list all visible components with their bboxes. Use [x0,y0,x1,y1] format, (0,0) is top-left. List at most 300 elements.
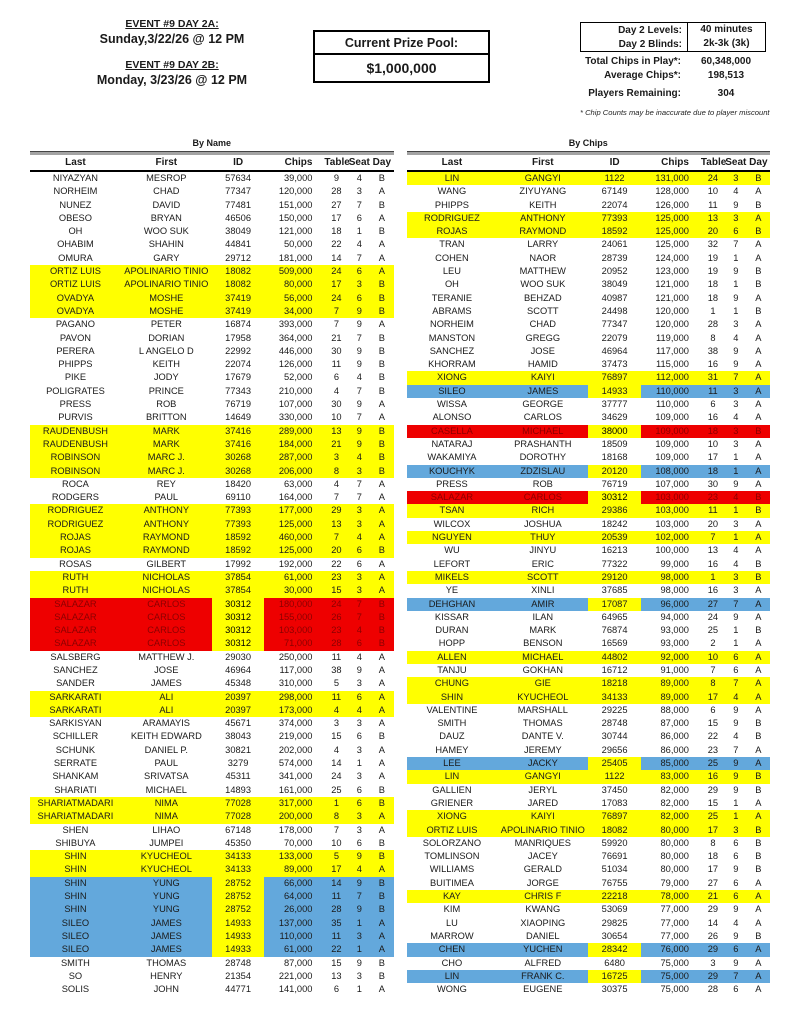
cell-first: MESROP [146,173,187,183]
cell-table: 21 [324,438,348,451]
player-row [30,465,394,478]
by-chips-table [407,155,771,996]
cell-table: 18 [701,425,725,438]
cell-first: BEHZAD [523,292,562,303]
cell-first: THOMAS [146,957,187,968]
cell-seat: 4 [348,863,370,876]
cell-id: 76719 [601,478,628,489]
cell-table: 14 [331,758,342,769]
cell-id: 29030 [225,651,252,662]
cell-first: BRYAN [150,212,182,223]
cell-seat: 3 [733,438,739,449]
cell-chips: 180,000 [264,598,324,611]
cell-first: GIE [497,677,588,690]
cell-day: B [755,279,762,290]
cell-chips: 374,000 [278,718,313,729]
player-row [30,265,394,278]
cell-last: VALENTINE [426,704,478,715]
cell-day: A [378,758,385,769]
cell-day: B [755,199,762,210]
player-row [407,598,771,611]
cell-first: WOO SUK [143,226,189,237]
column-header-id: ID [212,155,265,171]
cell-table: 18 [707,292,719,303]
cell-day: B [378,199,385,210]
cell-id: 76897 [588,810,641,823]
cell-last: SHIN [407,691,498,704]
player-row [407,770,771,783]
header-row [407,155,771,171]
cell-id: 34133 [212,850,265,863]
cell-first: RAYMOND [121,531,212,544]
cell-seat: 1 [725,465,747,478]
cell-id: 44771 [225,984,252,995]
cell-last: RODRIGUEZ [30,518,121,531]
cell-id: 14933 [588,385,641,398]
cell-first: JAMES [150,678,182,689]
cell-chips: 75,000 [660,984,689,995]
player-row [30,385,394,398]
cell-day: B [755,851,762,862]
cell-seat: 1 [356,758,362,769]
cell-first: MARK [121,425,212,438]
player-row [30,185,394,198]
cell-id: 46964 [601,345,628,356]
cell-day: B [378,226,385,237]
avg-chips-label: Average Chips*: [604,69,681,81]
cell-chips: 80,000 [264,278,324,291]
player-row [407,691,771,704]
cell-id: 20397 [212,691,265,704]
cell-chips: 112,000 [641,371,701,384]
cell-day: A [755,239,762,250]
cell-table: 17 [324,863,348,876]
cell-id: 16712 [601,664,628,675]
cell-seat: 4 [725,491,747,504]
cell-last: WU [444,545,460,556]
cell-id: 67148 [225,824,252,835]
cell-last: ROBINSON [30,451,121,464]
cell-chips: 121,000 [655,279,689,290]
cell-table: 11 [324,930,348,943]
cell-first: FRANK C. [497,970,588,983]
cell-last: ROJAS [30,544,121,557]
cell-id: 22079 [601,332,628,343]
cell-last: NGUYEN [407,531,498,544]
cell-last: PRESS [436,478,468,489]
cell-id: 18242 [601,518,628,529]
cell-first: ANTHONY [497,212,588,225]
cell-seat: 6 [725,890,747,903]
cell-id: 16725 [588,970,641,983]
cell-first: CARLOS [121,598,212,611]
player-row [30,305,394,318]
cell-table: 6 [333,984,339,995]
cell-day: A [755,319,762,330]
player-row [407,171,771,185]
cell-first: ROB [156,399,177,410]
cell-chips: 121,000 [655,292,689,303]
cell-id: 67149 [601,186,628,197]
cell-seat: 6 [725,943,747,956]
cell-first: DORIAN [148,332,185,343]
cell-chips: 52,000 [283,372,313,383]
cell-seat: 7 [725,598,747,611]
cell-day: A [755,518,762,529]
cell-table: 16 [707,412,719,423]
cell-table: 28 [707,319,719,330]
player-row [407,265,771,278]
cell-seat: 9 [348,438,370,451]
cell-table: 17 [701,824,725,837]
cell-id: 34133 [588,691,641,704]
cell-id: 37416 [212,425,265,438]
cell-table: 2 [710,638,716,649]
cell-day: A [378,212,385,223]
cell-seat: 3 [725,425,747,438]
column-header-chips: Chips [641,155,701,171]
event-2b-date: Monday, 3/23/26 @ 12 PM [96,73,248,87]
cell-table: 18 [707,851,719,862]
cell-chips: 206,000 [264,465,324,478]
cell-first: MICHAEL [497,651,588,664]
cell-id: 18082 [588,824,641,837]
cell-last: RAUDENBUSH [30,425,121,438]
cell-table: 3 [333,718,339,729]
cell-chips: 63,000 [283,478,313,489]
cell-day: A [378,399,385,410]
cell-table: 27 [331,199,342,210]
cell-seat: 1 [725,531,747,544]
cell-id: 37419 [212,305,265,318]
player-row [407,637,771,650]
cell-seat: 7 [348,611,370,624]
cell-seat: 7 [356,385,362,396]
cell-table: 24 [331,771,342,782]
blinds-value: 2k-3k (3k) [687,37,765,51]
cell-day: B [370,451,393,464]
cell-first: SHAHIN [148,239,184,250]
cell-day: B [370,877,393,890]
cell-seat: 3 [356,771,362,782]
cell-chips: 364,000 [278,332,313,343]
cell-first: ROB [532,478,553,489]
player-row [407,185,771,198]
cell-last: SANCHEZ [53,664,98,675]
cell-chips: 89,000 [641,691,701,704]
cell-id: 28748 [601,718,628,729]
cell-id: 38043 [225,731,252,742]
cell-chips: 87,000 [660,718,689,729]
cell-id: 77028 [212,810,265,823]
cell-last: SHARIATI [54,784,97,795]
cell-day: A [370,917,393,930]
cell-day: B [370,890,393,903]
cell-table: 1 [710,305,716,316]
cell-last: PIKE [64,372,87,383]
cell-last: WISSA [436,399,467,410]
cell-table: 27 [701,598,725,611]
player-row [30,425,394,438]
cell-table: 15 [707,718,719,729]
cell-seat: 6 [733,851,739,862]
cell-seat: 3 [733,585,739,596]
cell-last: YE [445,585,459,596]
cell-id: 14933 [212,917,265,930]
player-row [30,664,394,677]
cell-id: 38049 [225,226,252,237]
player-row [30,837,394,850]
cell-table: 13 [701,212,725,225]
column-header-last: Last [407,155,498,171]
cell-day: A [378,252,385,263]
cell-first: WOO SUK [520,279,566,290]
cell-chips: 460,000 [264,531,324,544]
cell-id: 38000 [588,425,641,438]
cell-seat: 3 [356,718,362,729]
cell-last: RUTH [30,584,121,597]
cell-chips: 77,000 [660,904,689,915]
cell-chips: 173,000 [264,704,324,717]
cell-id: 22992 [225,345,252,356]
cell-table: 23 [707,744,719,755]
cell-day: A [755,585,762,596]
cell-chips: 64,000 [264,890,324,903]
levels-value: 40 minutes [687,23,765,37]
cell-first: KEITH EDWARD [130,731,202,742]
cell-chips: 125,000 [655,239,689,250]
cell-first: YUNG [121,890,212,903]
cell-chips: 250,000 [278,651,313,662]
cell-table: 15 [707,797,719,808]
cell-chips: 287,000 [264,451,324,464]
cell-id: 57634 [225,173,252,183]
cell-first: DANIEL [526,930,560,941]
cell-last: LEE [407,757,498,770]
player-row [30,611,394,624]
cell-seat: 7 [348,598,370,611]
cell-day: A [747,691,770,704]
cell-first: PAUL [154,758,179,769]
cell-table: 5 [333,678,339,689]
cell-first: ANTHONY [121,504,212,517]
cell-id: 22218 [588,890,641,903]
player-row [30,438,394,451]
cell-table: 6 [710,704,716,715]
cell-day: A [370,943,393,956]
cell-last: CHO [441,957,463,968]
cell-seat: 7 [725,371,747,384]
cell-last: LEU [442,266,461,277]
cell-seat: 1 [733,252,739,263]
cell-table: 8 [710,837,716,848]
cell-day: B [378,372,385,383]
cell-table: 14 [324,877,348,890]
cell-day: B [370,797,393,810]
cell-chips: 161,000 [278,784,313,795]
player-row [407,903,771,916]
player-row [30,558,394,571]
cell-table: 26 [324,611,348,624]
cell-last: SHARIATMADARI [30,797,121,810]
by-name-title: By Name [192,138,232,148]
cell-day: A [755,984,762,995]
cell-first: MATTHEW [519,266,566,277]
player-row [407,784,771,797]
cell-seat: 9 [733,359,739,370]
cell-table: 38 [707,345,719,356]
cell-first: BENSON [523,638,563,649]
cell-seat: 3 [348,504,370,517]
player-row [30,518,394,531]
cell-table: 30 [331,345,342,356]
prize-pool-label: Current Prize Pool: [315,32,488,55]
cell-last: SANDER [56,678,95,689]
cell-last: SOLORZANO [422,837,482,848]
player-row [30,358,394,371]
cell-last: TANJU [437,664,467,675]
cell-seat: 7 [348,890,370,903]
cell-first: DAVID [152,199,181,210]
cell-seat: 6 [348,265,370,278]
cell-first: JAMES [121,917,212,930]
cell-id: 17958 [225,332,252,343]
cell-day: B [378,385,385,396]
cell-day: B [747,491,770,504]
cell-day: A [755,744,762,755]
player-row [30,651,394,664]
cell-table: 18 [707,279,719,290]
cell-first: MOSHE [121,305,212,318]
cell-first: LARRY [527,239,559,250]
cell-chips: 89,000 [264,863,324,876]
cell-chips: 393,000 [278,319,313,330]
cell-day: B [370,544,393,557]
cell-first: MICHAEL [497,425,588,438]
cell-first: ZIYUYANG [519,186,567,197]
cell-day: B [378,957,385,968]
cell-first: EUGENE [523,984,563,995]
cell-table: 13 [331,970,342,981]
player-row [30,531,394,544]
cell-id: 28752 [212,903,265,916]
cell-first: APOLINARIO TINIO [497,824,588,837]
cell-id: 28752 [212,877,265,890]
cell-first: GANGYI [497,171,588,185]
cell-day: A [755,332,762,343]
cell-table: 17 [707,864,719,875]
cell-last: SMITH [437,718,467,729]
player-row [407,890,771,903]
cell-last: RODRIGUEZ [407,212,498,225]
cell-last: BUITIMEA [429,877,474,888]
cell-chips: 109,000 [655,452,689,463]
cell-day: A [370,571,393,584]
cell-last: CHUNG [407,677,498,690]
cell-first: ANTHONY [121,518,212,531]
player-row [407,425,771,438]
cell-day: A [378,984,385,995]
cell-chips: 78,000 [641,890,701,903]
cell-table: 14 [707,917,719,928]
header-row [30,155,394,171]
cell-last: OMURA [58,252,93,263]
cell-day: B [370,611,393,624]
cell-seat: 7 [725,970,747,983]
cell-day: A [370,930,393,943]
cell-table: 17 [324,278,348,291]
cell-last: TOMLINSON [424,851,480,862]
cell-first: MARK [121,438,212,451]
cell-table: 21 [331,332,342,343]
cell-seat: 1 [356,984,362,995]
cell-last: SILEO [30,917,121,930]
cell-table: 15 [331,731,342,742]
cell-seat: 4 [725,691,747,704]
event-2b-title: EVENT #9 DAY 2B: [125,59,219,71]
player-row [30,332,394,345]
cell-chips: 71,000 [264,637,324,650]
cell-table: 7 [333,319,339,330]
cell-chips: 99,000 [660,558,689,569]
cell-id: 17087 [588,598,641,611]
player-row [30,504,394,517]
player-row [30,318,394,331]
cell-first: KAIYI [497,810,588,823]
cell-first: KWANG [525,904,561,915]
cell-seat: 9 [733,292,739,303]
cell-first: CHAD [529,319,556,330]
cell-seat: 6 [356,837,362,848]
cell-id: 18082 [212,278,265,291]
cell-chips: 124,000 [655,252,689,263]
cell-first: SCOTT [497,571,588,584]
cell-first: JINYU [529,545,557,556]
cell-seat: 9 [733,704,739,715]
cell-seat: 7 [356,199,362,210]
cell-table: 30 [331,399,342,410]
cell-seat: 4 [356,372,362,383]
cell-id: 59920 [601,837,628,848]
player-row [30,491,394,504]
cell-first: KYUCHEOL [497,691,588,704]
player-row [30,943,394,956]
cell-id: 28739 [601,252,628,263]
player-row [30,225,394,238]
cell-seat: 6 [725,225,747,238]
cell-last: KIM [443,904,461,915]
cell-last: DAUZ [439,731,465,742]
player-row [407,332,771,345]
player-row [407,465,771,478]
player-row [30,598,394,611]
cell-last: SCHILLER [52,731,99,742]
cell-id: 14933 [212,930,265,943]
player-row [30,850,394,863]
cell-seat: 3 [356,824,362,835]
cell-first: PAUL [154,492,179,503]
cell-seat: 4 [356,239,362,250]
cell-table: 25 [331,784,342,795]
cell-seat: 9 [356,359,362,370]
cell-id: 18592 [212,531,265,544]
cell-first: ALI [121,704,212,717]
cell-chips: 61,000 [264,943,324,956]
cell-seat: 9 [356,664,362,675]
cell-id: 37450 [601,784,628,795]
player-row [30,345,394,358]
cell-last: ROCA [62,478,89,489]
